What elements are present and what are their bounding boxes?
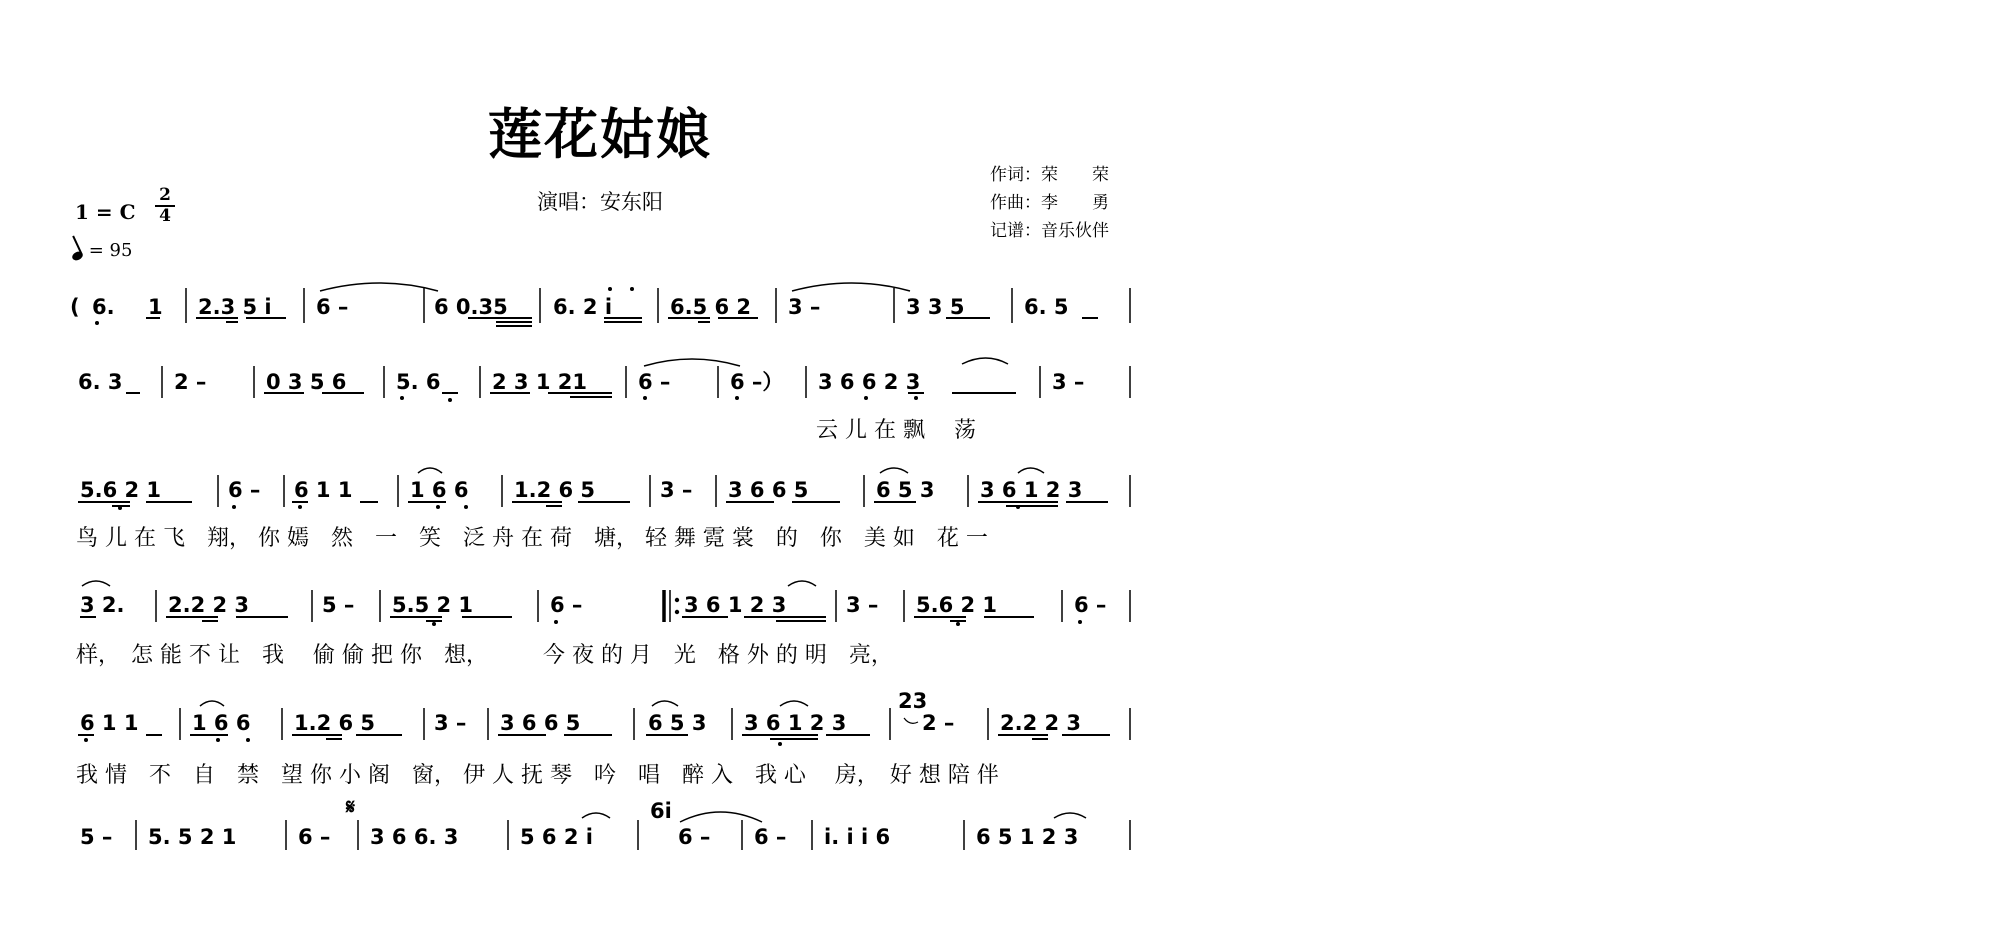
note: 3 – xyxy=(1052,370,1085,394)
note: 6 – xyxy=(1074,593,1107,617)
key-signature: 1 = C xyxy=(75,200,136,224)
lyrics-row-4: 样， 怎 能 不 让 我 偷 偷 把 你 想， 今 夜 的 月 光 格 外 的 明 亮， xyxy=(76,643,893,668)
note: 3 6 6 2 3 xyxy=(818,370,921,394)
notation-row-4 xyxy=(0,590,1200,640)
note: 2.3 5 i xyxy=(198,295,272,319)
note: 6 5 3 xyxy=(648,711,707,735)
note: 3 6 6 5 xyxy=(728,478,809,502)
note: 5 – xyxy=(322,593,355,617)
note: 1.2 6 5 xyxy=(514,478,596,502)
note: 1.2 6 5 xyxy=(294,711,376,735)
tempo-marking xyxy=(72,240,132,261)
note: 6.5 6 2 xyxy=(670,295,752,319)
notation-row-3 xyxy=(0,475,1200,525)
note: 5. 5 2 1 xyxy=(148,825,237,849)
song-title: 莲花姑娘 xyxy=(488,102,712,166)
grace-note: 23 xyxy=(898,689,928,713)
time-signature-bottom: 4 xyxy=(159,206,171,226)
note: 6. 5 xyxy=(1024,295,1069,319)
note: 6 – xyxy=(316,295,349,319)
note: 6. 2 i xyxy=(553,295,613,319)
note: 2.2 2 3 xyxy=(168,593,250,617)
note: 6 – xyxy=(638,370,671,394)
note: 6 1 1 xyxy=(80,711,139,735)
note: 2 – xyxy=(922,711,955,735)
lyrics-row-3: 鸟 儿 在 飞 翔， 你 嫣 然 一 笑 泛 舟 在 荷 塘， 轻 舞 霓 裳 的 你 美 如 花 一 xyxy=(76,526,988,551)
note: 6 0.35 xyxy=(434,295,508,319)
note: 5.6 2 1 xyxy=(80,478,162,502)
quarter-note-icon xyxy=(71,250,84,262)
paren-open: ( xyxy=(70,295,80,319)
grace-note: 6i xyxy=(650,799,672,823)
note: 3 – xyxy=(788,295,821,319)
note: i. i i 6 xyxy=(824,825,891,849)
note: 3 6 1 2 3 xyxy=(980,478,1083,502)
notation-row-5 xyxy=(0,689,1200,758)
note: 3 3 5 xyxy=(906,295,965,319)
note: 2 – xyxy=(174,370,207,394)
note: 6 5 1 2 3 xyxy=(976,825,1079,849)
note: 3 6 6. 3 xyxy=(370,825,459,849)
notation-row-6 xyxy=(0,795,1200,868)
note: 6 – xyxy=(754,825,787,849)
note: 3 2. xyxy=(80,593,125,617)
note: 3 6 6 5 xyxy=(500,711,581,735)
note: 0 3 5 6 xyxy=(266,370,347,394)
note: 5. 6 xyxy=(396,370,441,394)
lyrics-row-2: 云 儿 在 飘 荡 xyxy=(816,418,976,443)
note: 3 6 1 2 3 xyxy=(744,711,847,735)
notation-row-1 xyxy=(0,283,1200,333)
transcriber-credit: 记谱：音乐伙伴 xyxy=(990,221,1109,241)
note: 6 – xyxy=(298,825,331,849)
note: 3 – xyxy=(846,593,879,617)
note: 5.6 2 1 xyxy=(916,593,998,617)
note: 6 – xyxy=(550,593,583,617)
note: 6 – xyxy=(678,825,711,849)
composer-credit: 作曲：李 勇 xyxy=(990,193,1109,213)
lyricist-credit: 作词：荣 荣 xyxy=(990,165,1109,185)
singer-credit: 演唱：安东阳 xyxy=(537,190,663,214)
time-signature-top: 2 xyxy=(155,186,175,207)
note: 1 6 6 xyxy=(192,711,251,735)
note: 6 – xyxy=(228,478,261,502)
staff-row-4 xyxy=(0,590,1200,720)
note: 6 –） xyxy=(730,370,784,394)
note: 6. 3 xyxy=(78,370,123,394)
note: 6. xyxy=(92,295,115,319)
note: 3 – xyxy=(434,711,467,735)
note: 1 6 6 xyxy=(410,478,469,502)
note: 3 – xyxy=(660,478,693,502)
staff-row-6 xyxy=(0,795,1200,948)
note: 3 6 1 2 3 xyxy=(684,593,787,617)
staff-row-3 xyxy=(0,475,1200,605)
lyrics-row-5: 我 情 不 自 禁 望 你 小 阁 窗， 伊 人 抚 琴 吟 唱 醉 入 我 心 房， 好 想 陪 伴 xyxy=(76,763,999,788)
tempo-value: = 95 xyxy=(88,240,133,261)
notation-row-2 xyxy=(0,366,1200,416)
note: 5 – xyxy=(80,825,113,849)
note: 5.5 2 1 xyxy=(392,593,474,617)
note: 6 1 1 xyxy=(294,478,353,502)
segno-icon: 𝄋 xyxy=(346,795,356,819)
note: 2.2 2 3 xyxy=(1000,711,1082,735)
note: 2 3 1 21 xyxy=(492,370,587,394)
note: 5 6 2 i xyxy=(520,825,593,849)
note: 6 5 3 xyxy=(876,478,935,502)
time-signature xyxy=(155,186,175,226)
note: 1 xyxy=(148,295,163,319)
